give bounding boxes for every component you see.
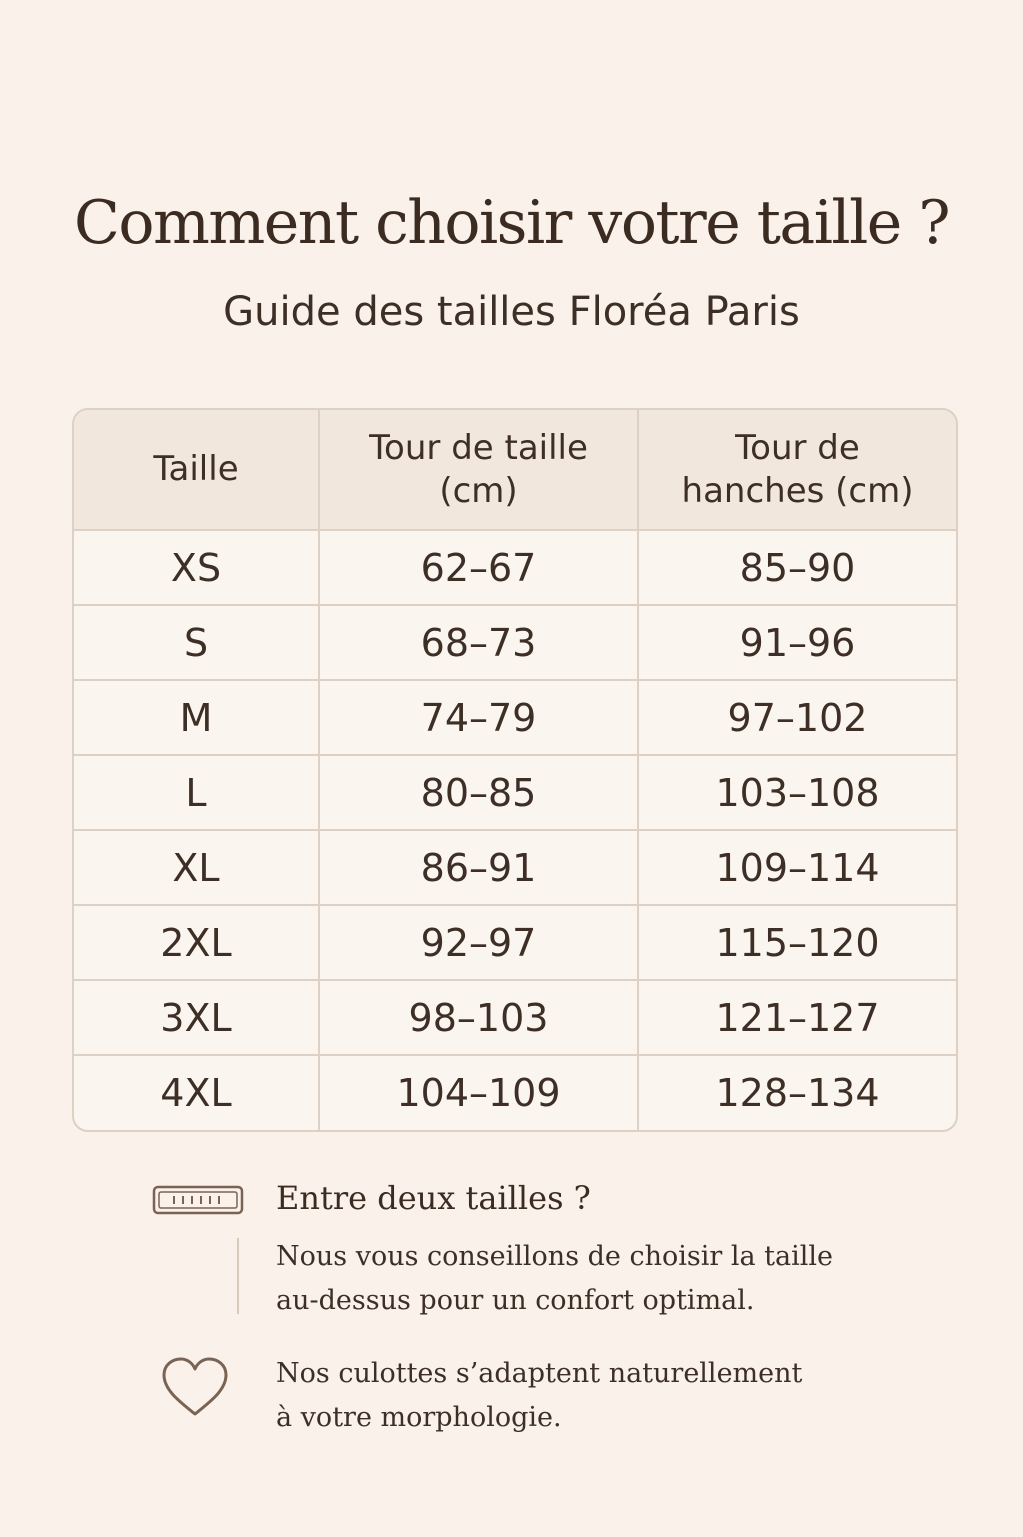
table-row [74,905,956,980]
table-row [74,755,956,830]
size-cell: 4XL [74,1055,319,1130]
hips-cell: 97–102 [638,680,956,755]
header-waist-line1: Tour de taille [369,427,588,468]
hips-cell: 109–114 [638,830,956,905]
size-chart-table [72,408,958,1132]
header-waist-line2: (cm) [439,470,518,511]
divider-line [237,1238,239,1314]
waist-cell: 86–91 [319,830,638,905]
hips-cell: 103–108 [638,755,956,830]
header-hips [638,410,956,530]
hips-cell: 121–127 [638,980,956,1055]
table-row [74,680,956,755]
table-row [74,530,956,605]
measuring-tape-icon [152,1184,244,1216]
hips-cell: 85–90 [638,530,956,605]
hips-cell: 91–96 [638,605,956,680]
heart-icon [160,1356,230,1420]
table-row [74,1055,956,1130]
size-cell: 3XL [74,980,319,1055]
waist-cell: 98–103 [319,980,638,1055]
waist-cell: 104–109 [319,1055,638,1130]
comfort-line2: à votre morphologie. [276,1402,562,1433]
waist-cell: 80–85 [319,755,638,830]
header-hips-line2: hanches (cm) [681,470,914,511]
table-row [74,830,956,905]
page-subtitle: Guide des tailles Floréa Paris [223,289,800,335]
between-sizes-line2: au-dessus pour un confort optimal. [276,1285,755,1316]
page-title: Comment choisir votre taille ? [73,188,950,258]
waist-cell: 92–97 [319,905,638,980]
size-cell: XS [170,545,222,590]
size-cell: L [74,755,319,830]
table-header-row [74,410,956,530]
between-sizes-text [276,1235,916,1323]
size-cell: M [74,680,319,755]
comfort-line1: Nos culottes s’adaptent naturellement [276,1358,803,1389]
waist-cell: 68–73 [319,605,638,680]
waist-cell: 74–79 [319,680,638,755]
waist-cell: 62–67 [319,530,638,605]
header-size [74,410,319,530]
table-row [74,605,956,680]
size-cell: S [74,605,319,680]
header-hips-line1: Tour de [735,427,860,468]
between-sizes-line1: Nous vous conseillons de choisir la taille [276,1241,834,1272]
header-size-label: Taille [153,449,239,489]
hips-cell: 128–134 [638,1055,956,1130]
hips-cell: 115–120 [638,905,956,980]
header-waist [319,410,638,530]
between-sizes-heading: Entre deux tailles ? [276,1179,591,1217]
size-cell: 2XL [74,905,319,980]
table-row [74,980,956,1055]
comfort-text [276,1352,916,1440]
size-cell: XL [74,830,319,905]
